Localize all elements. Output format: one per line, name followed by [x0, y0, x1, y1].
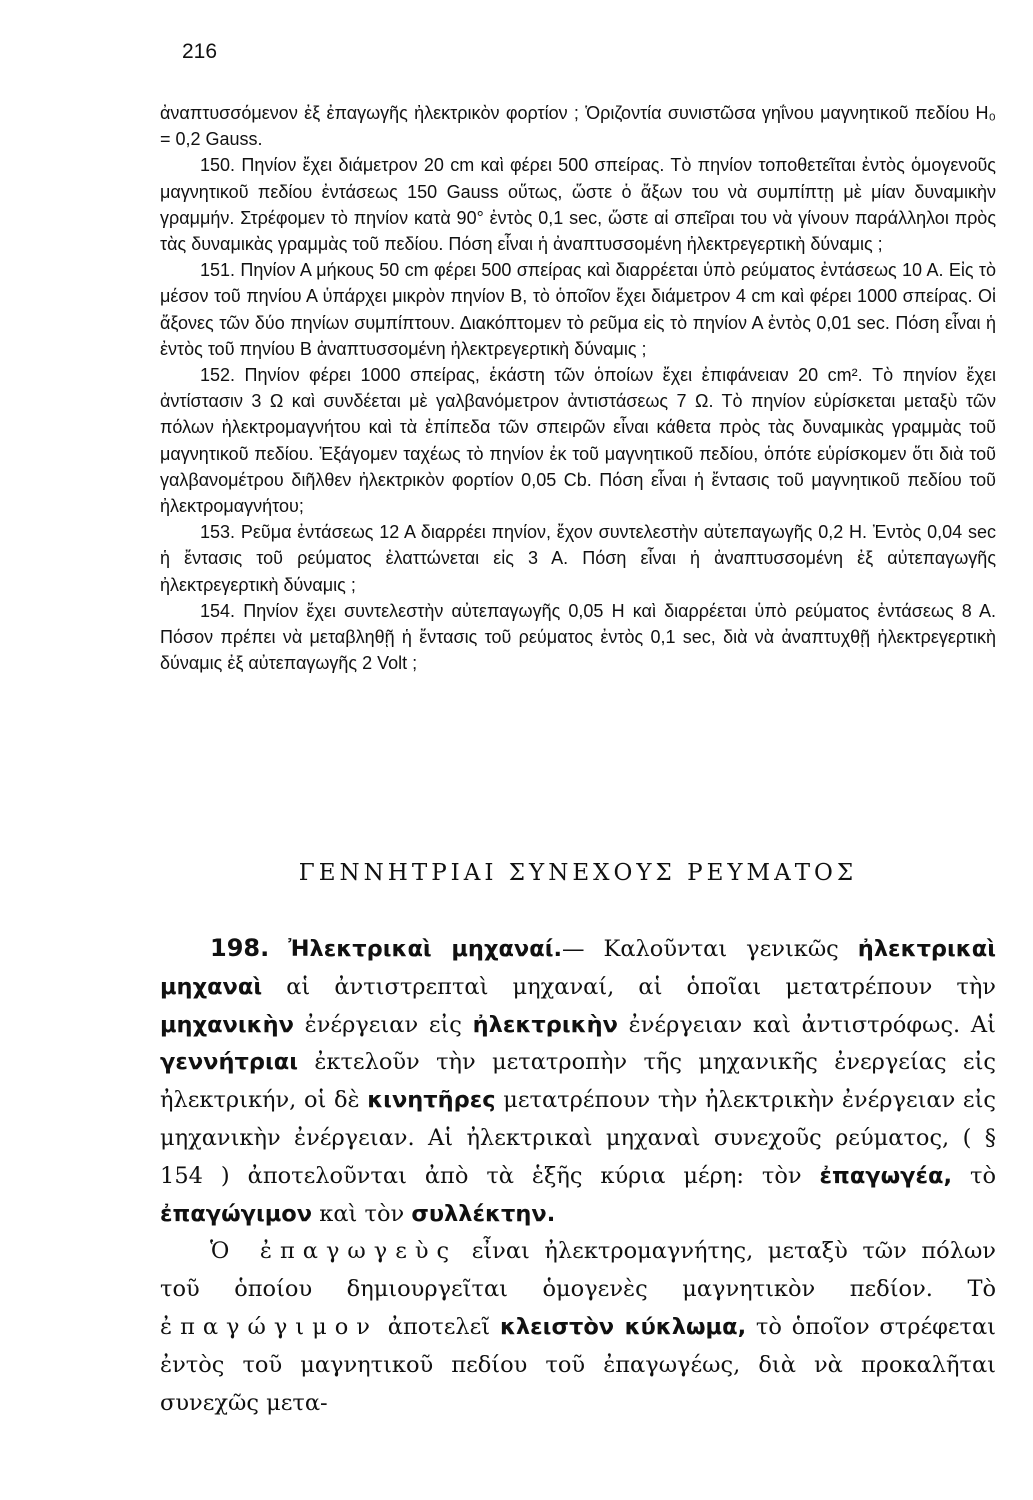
- article-paragraph-2: Ὁ ἐπαγωγεὺς εἶναι ἠλεκτρομαγνήτης, μεταξὺ τῶν πόλων τοῦ ὁποίου δημιουργεῖται ὁμογενὲς μαγνητικὸν πεδίον. Τὸ ἐπαγώγιμον ἀποτελεῖ κλειστὸν κύκλωμα, τὸ ὁποῖον στρέφεται ἐντὸς τοῦ μαγνητικοῦ πεδίου τοῦ ἐπαγωγέως, διὰ νὰ προκαλῆται συνεχῶς μετα-: [160, 1238, 996, 1416]
- article-body: [160, 930, 996, 1422]
- exercise-153: 153. Ρεῦμα ἐντάσεως 12 Α διαρρέει πηνίον, ἔχον συντελεστὴν αὐτεπαγωγῆς 0,2 Η. Ἐντὸς 0,04 sec ἡ ἔντασις τοῦ ρεύματος ἐλαττώνεται εἰς 3 Α. Πόση εἶναι ἡ ἀναπτυσσομένη ἐξ αὐτεπαγωγῆς ἠλεκτρεγερτικὴ δύναμις ;: [160, 522, 996, 595]
- article-title: Ἠλεκτρικαὶ μηχαναί.: [288, 936, 563, 962]
- exercises-block: [160, 100, 996, 676]
- section-title: ΓΕΝΝΗΤΡΙΑΙ ΣΥΝΕΧΟΥΣ ΡΕΥΜΑΤΟΣ: [298, 860, 858, 886]
- page-number: 216: [182, 40, 218, 63]
- article-number: 198.: [210, 934, 270, 962]
- article-paragraph-1: 198. Ἠλεκτρικαὶ μηχαναί.— Καλοῦνται γενικῶς ἠλεκτρικαὶ μηχαναὶ αἱ ἀντιστρεπταὶ μηχαναί, αἱ ὁποῖαι μετατρέπουν τὴν μηχανικὴν ἐνέργειαν εἰς ἠλεκτρικὴν ἐνέργειαν καὶ ἀντιστρόφως. Αἱ γεννήτριαι ἐκτελοῦν τὴν μετατροπὴν τῆς μηχανικῆς ἐνεργείας εἰς ἠλεκτρικήν, οἱ δὲ κινητῆρες μετατρέπουν τὴν ἠλεκτρικὴν ἐνέργειαν εἰς μηχανικὴν ἐνέργειαν. Αἱ ἠλεκτρικαὶ μηχαναὶ συνεχοῦς ρεύματος, ( § 154 ) ἀποτελοῦνται ἀπὸ τὰ ἑξῆς κύρια μέρη: τὸν ἐπαγωγέα, τὸ ἐπαγώγιμον καὶ τὸν συλλέκτην.: [160, 934, 997, 1227]
- exercise-151: 151. Πηνίον Α μήκους 50 cm φέρει 500 σπείρας καὶ διαρρέεται ὑπὸ ρεύματος ἐντάσεως 10 Α. Εἰς τὸ μέσον τοῦ πηνίου Α ὑπάρχει μικρὸν πηνίον Β, τὸ ὁποῖον ἔχει διάμετρον 4 cm καὶ φέρει 1000 σπείρας. Οἱ ἄξονες τῶν δύο πηνίων συμπίπτουν. Διακόπτομεν τὸ ρεῦμα εἰς τὸ πηνίον Α ἐντὸς 0,01 sec. Πόση εἶναι ἡ ἐντὸς τοῦ πηνίου Β ἀναπτυσσομένη ἠλεκτρεγερτικὴ δύναμις ;: [160, 260, 996, 359]
- exercise-152: 152. Πηνίον φέρει 1000 σπείρας, ἑκάστη τῶν ὁποίων ἔχει ἐπιφάνειαν 20 cm². Τὸ πηνίον ἔχει ἀντίστασιν 3 Ω καὶ συνδέεται μὲ γαλβανόμετρον ἀντιστάσεως 7 Ω. Τὸ πηνίον εὑρίσκεται μεταξὺ τῶν πόλων ἠλεκτρομαγνήτου καὶ τὰ ἐπίπεδα τῶν σπειρῶν εἶναι κάθετα πρὸς τὰς δυναμικὰς γραμμὰς τοῦ μαγνητικοῦ πεδίου. Ἐξάγομεν ταχέως τὸ πηνίον ἐκ τοῦ μαγνητικοῦ πεδίου, ὁπότε εὑρίσκομεν ὅτι διὰ τοῦ γαλβανομέτρου διῆλθεν ἠλεκτρικὸν φορτίον 0,05 Cb. Πόση εἶναι ἡ ἔντασις τοῦ μαγνητικοῦ πεδίου τοῦ ἠλεκτρομαγνήτου;: [160, 365, 996, 517]
- exercise-intro: ἀναπτυσσόμενον ἐξ ἐπαγωγῆς ἠλεκτρικὸν φορτίον ; Ὁριζοντία συνιστῶσα γηΐνου μαγνητικοῦ πεδίου H₀ = 0,2 Gauss.: [160, 103, 996, 150]
- exercise-154: 154. Πηνίον ἔχει συντελεστὴν αὐτεπαγωγῆς 0,05 Η καὶ διαρρέεται ὑπὸ ρεύματος ἐντάσεως 8 Α. Πόσον πρέπει νὰ μεταβληθῇ ἡ ἔντασις τοῦ ρεύματος ἐντὸς 0,1 sec, διὰ νὰ ἀναπτυχθῇ ἠλεκτρεγερτικὴ δύναμις ἐξ αὐτεπαγωγῆς 2 Volt ;: [160, 600, 996, 674]
- exercise-150: 150. Πηνίον ἔχει διάμετρον 20 cm καὶ φέρει 500 σπείρας. Τὸ πηνίον τοποθετεῖται ἐντὸς ὁμογενοῦς μαγνητικοῦ πεδίου ἐντάσεως 150 Gauss οὕτως, ὥστε ὁ ἄξων του νὰ συμπίπτῃ μὲ μίαν δυναμικὴν γραμμήν. Στρέφομεν τὸ πηνίον κατὰ 90° ἐντὸς 0,1 sec, ὥστε αἱ σπεῖραι του νὰ γίνουν παράλληλοι πρὸς τὰς δυναμικὰς γραμμὰς τοῦ πεδίου. Πόση εἶναι ἡ ἀναπτυσσομένη ἠλεκτρεγερτικὴ δύναμις ;: [160, 155, 996, 255]
